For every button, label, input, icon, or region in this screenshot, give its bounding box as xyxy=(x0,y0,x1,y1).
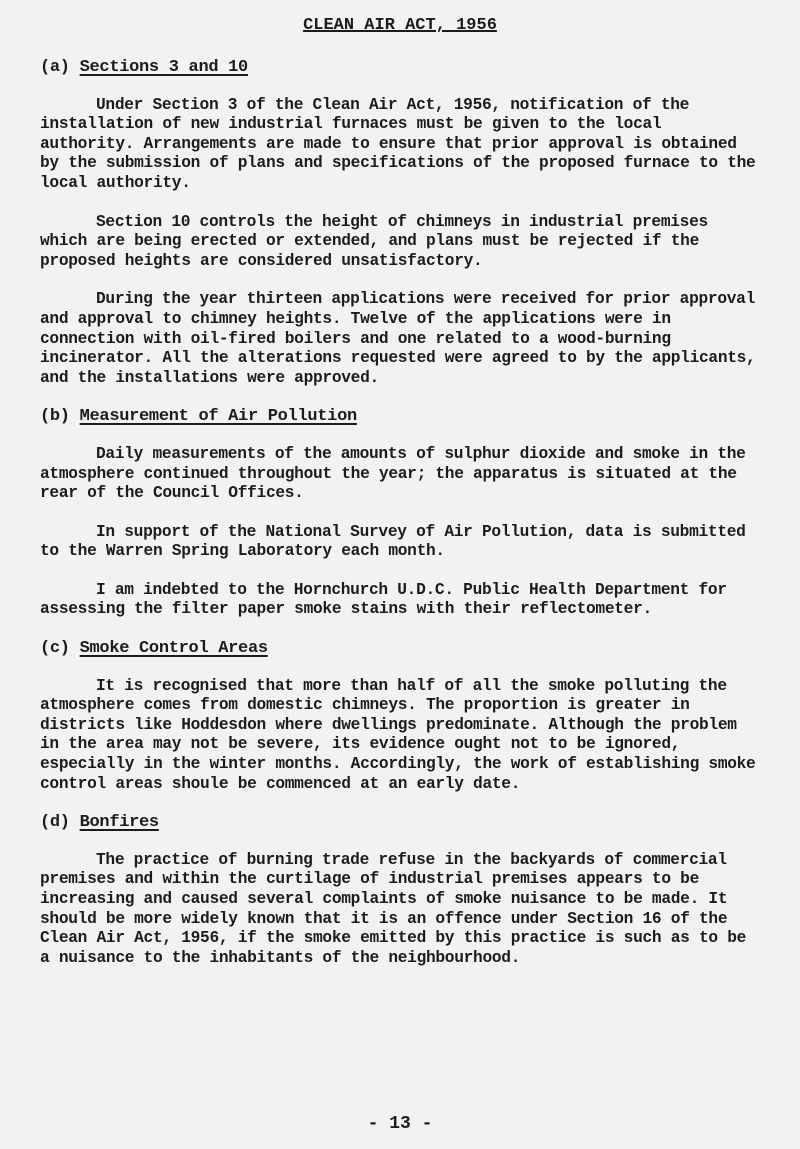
section-heading xyxy=(40,813,760,833)
section-marker: (a) xyxy=(40,58,70,77)
section-title: Sections 3 and 10 xyxy=(79,58,248,77)
section-heading xyxy=(40,639,760,659)
section-marker: (d) xyxy=(40,813,70,833)
paragraph: Daily measurements of the amounts of sulphur dioxide and smoke in the atmosphere continued throughout the year; the apparatus is situated at the rear of the Council Offices. xyxy=(40,444,746,503)
section-title: Bonfires xyxy=(79,813,159,833)
paragraph: Under Section 3 of the Clean Air Act, 1956, notification of the installation of new industrial furnaces must be given to the local authority. Arrangements are made to ensure that prior approval is obtained by the submission of plans and specifications of the proposed furnace to the local authority. xyxy=(40,95,756,192)
paragraph: The practice of burning trade refuse in the backyards of commercial premises and within the curtilage of industrial premises appears to be increasing and caused several complaints of smoke nuisance to be made. It should be more widely known that it is an offence under Section 16 of the Clean Air Act, 1956, if the smoke emitted by this practice is such as to be a nuisance to the inhabitants of the neighbourhood. xyxy=(40,850,747,967)
page-header: CLEAN AIR ACT, 1956 xyxy=(303,16,497,35)
section-marker: (c) xyxy=(40,639,70,659)
paragraph: Section 10 controls the height of chimneys in industrial premises which are being erected or extended, and plans must be rejected if the proposed heights are considered unsatisfactory. xyxy=(40,212,708,270)
section-c xyxy=(40,639,760,794)
section-title: Smoke Control Areas xyxy=(79,639,268,659)
page-number: - 13 - xyxy=(367,1114,433,1134)
section-heading xyxy=(40,407,760,427)
section-title: Measurement of Air Pollution xyxy=(79,407,357,427)
section-marker: (b) xyxy=(40,407,70,427)
paragraph: I am indebted to the Hornchurch U.D.C. Public Health Department for assessing the filter paper smoke stains with their reflectometer. xyxy=(40,580,727,619)
paragraph: During the year thirteen applications were received for prior approval and approval to chimney heights. Twelve of the applications were in connection with oil-fired boilers and one related to a wood-burning incinerator. All the alterations requested were agreed to by the applicants, and the installations were approved. xyxy=(40,290,756,387)
section-a xyxy=(40,58,760,388)
paragraph: It is recognised that more than half of all the smoke polluting the atmosphere comes from domestic chimneys. The proportion is greater in districts like Hoddesdon where dwellings predominate. Although the problem in the area may not be severe, its evidence ought not to be ignored, especially in the winter months. Accordingly, the work of establishing smoke control areas shoule be commenced at an early date. xyxy=(40,676,756,793)
section-heading xyxy=(40,58,760,78)
section-b xyxy=(40,407,760,620)
document-body xyxy=(40,58,760,987)
section-d xyxy=(40,813,760,968)
paragraph: In support of the National Survey of Air Pollution, data is submitted to the Warren Spring Laboratory each month. xyxy=(40,522,746,561)
